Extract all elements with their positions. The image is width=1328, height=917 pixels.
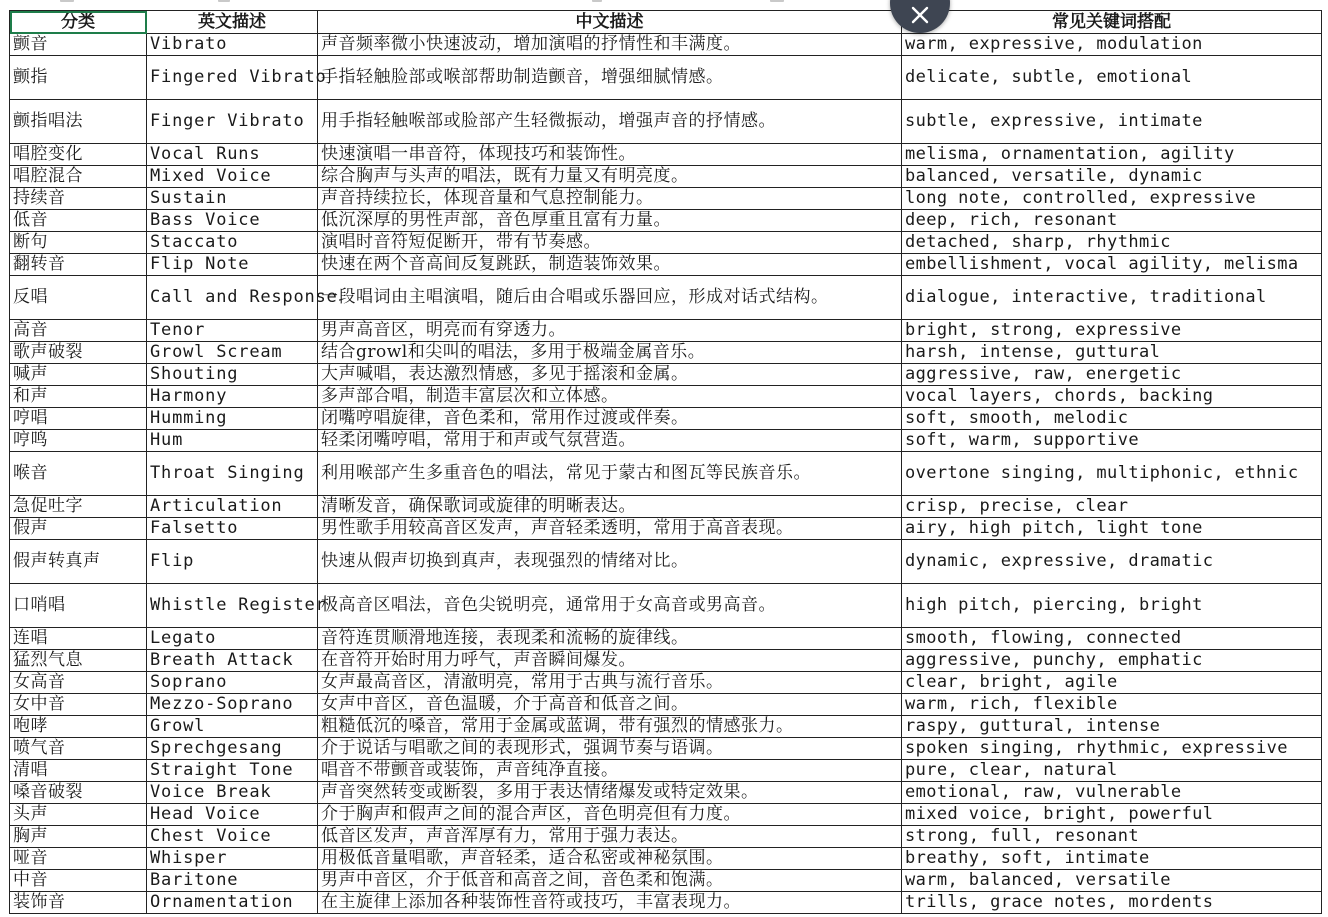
english-cell[interactable]: Vibrato — [147, 34, 318, 56]
english-cell[interactable]: Hum — [147, 430, 318, 452]
table-row — [10, 342, 1322, 364]
table-row — [10, 452, 1322, 496]
english-cell[interactable]: Articulation — [147, 496, 318, 518]
table-row — [10, 100, 1322, 144]
table-row — [10, 870, 1322, 892]
table-row — [10, 386, 1322, 408]
english-cell[interactable]: Tenor — [147, 320, 318, 342]
keywords-cell[interactable]: delicate, subtle, emotional — [902, 56, 1322, 100]
chinese-cell[interactable]: 用手指轻触喉部或脸部产生轻微振动，增强声音的抒情感。 — [318, 100, 902, 144]
category-cell[interactable]: 哼唱 — [10, 408, 147, 430]
chinese-cell[interactable]: 综合胸声与头声的唱法，既有力量又有明亮度。 — [318, 166, 902, 188]
category-cell[interactable]: 口哨唱 — [10, 584, 147, 628]
keywords-cell[interactable]: vocal layers, chords, backing — [902, 386, 1322, 408]
keywords-cell[interactable]: trills, grace notes, mordents — [902, 892, 1322, 914]
english-cell[interactable]: Growl — [147, 716, 318, 738]
keywords-cell[interactable]: harsh, intense, guttural — [902, 342, 1322, 364]
english-cell[interactable]: Legato — [147, 628, 318, 650]
english-cell[interactable]: Throat Singing — [147, 452, 318, 496]
keywords-cell[interactable]: raspy, guttural, intense — [902, 716, 1322, 738]
keywords-cell[interactable]: strong, full, resonant — [902, 826, 1322, 848]
keywords-cell[interactable]: warm, rich, flexible — [902, 694, 1322, 716]
keywords-cell[interactable]: melisma, ornamentation, agility — [902, 144, 1322, 166]
close-icon — [910, 5, 930, 25]
keywords-cell[interactable]: long note, controlled, expressive — [902, 188, 1322, 210]
table-row — [10, 760, 1322, 782]
chinese-cell[interactable]: 利用喉部产生多重音色的唱法，常见于蒙古和图瓦等民族音乐。 — [318, 452, 902, 496]
vocal-techniques-table — [9, 10, 1322, 914]
table-row — [10, 650, 1322, 672]
english-cell[interactable]: Baritone — [147, 870, 318, 892]
category-cell[interactable]: 颤指 — [10, 56, 147, 100]
english-cell[interactable]: Humming — [147, 408, 318, 430]
chinese-cell[interactable]: 男声中音区，介于低音和高音之间，音色柔和饱满。 — [318, 870, 902, 892]
english-cell[interactable]: Shouting — [147, 364, 318, 386]
category-cell[interactable]: 女中音 — [10, 694, 147, 716]
chinese-cell[interactable]: 演唱时音符短促断开，带有节奏感。 — [318, 232, 902, 254]
chinese-cell[interactable]: 轻柔闭嘴哼唱，常用于和声或气氛营造。 — [318, 430, 902, 452]
keywords-cell[interactable]: spoken singing, rhythmic, expressive — [902, 738, 1322, 760]
category-cell[interactable]: 急促吐字 — [10, 496, 147, 518]
chinese-cell[interactable]: 声音频率微小快速波动，增加演唱的抒情性和丰满度。 — [318, 34, 902, 56]
header-category-cell[interactable]: 分类 — [10, 11, 147, 34]
keywords-cell[interactable]: aggressive, raw, energetic — [902, 364, 1322, 386]
keywords-cell[interactable]: aggressive, punchy, emphatic — [902, 650, 1322, 672]
english-cell[interactable]: Mezzo-Soprano — [147, 694, 318, 716]
keywords-cell[interactable]: pure, clear, natural — [902, 760, 1322, 782]
english-cell[interactable]: Whisper — [147, 848, 318, 870]
english-cell[interactable]: Sprechgesang — [147, 738, 318, 760]
keywords-cell[interactable]: balanced, versatile, dynamic — [902, 166, 1322, 188]
category-cell[interactable]: 胸声 — [10, 826, 147, 848]
table-row — [10, 210, 1322, 232]
chinese-cell[interactable]: 结合growl和尖叫的唱法，多用于极端金属音乐。 — [318, 342, 902, 364]
chinese-cell[interactable]: 大声喊唱，表达激烈情感，多见于摇滚和金属。 — [318, 364, 902, 386]
chinese-cell[interactable]: 低音区发声，声音浑厚有力，常用于强力表达。 — [318, 826, 902, 848]
chinese-cell[interactable]: 极高音区唱法，音色尖锐明亮，通常用于女高音或男高音。 — [318, 584, 902, 628]
english-cell[interactable]: Staccato — [147, 232, 318, 254]
english-cell[interactable]: Breath Attack — [147, 650, 318, 672]
chinese-cell[interactable]: 介于胸声和假声之间的混合声区，音色明亮但有力度。 — [318, 804, 902, 826]
table-row — [10, 540, 1322, 584]
chinese-cell[interactable]: 快速在两个音高间反复跳跃，制造装饰效果。 — [318, 254, 902, 276]
keywords-cell[interactable]: dynamic, expressive, dramatic — [902, 540, 1322, 584]
table-row — [10, 738, 1322, 760]
category-cell[interactable]: 装饰音 — [10, 892, 147, 914]
keywords-cell[interactable]: mixed voice, bright, powerful — [902, 804, 1322, 826]
keywords-cell[interactable]: detached, sharp, rhythmic — [902, 232, 1322, 254]
header-chinese-cell[interactable]: 中文描述 — [318, 11, 902, 34]
chinese-cell[interactable]: 清晰发音，确保歌词或旋律的明晰表达。 — [318, 496, 902, 518]
chinese-cell[interactable]: 低沉深厚的男性声部，音色厚重且富有力量。 — [318, 210, 902, 232]
table-row — [10, 232, 1322, 254]
keywords-cell[interactable]: warm, balanced, versatile — [902, 870, 1322, 892]
table-row — [10, 628, 1322, 650]
category-cell[interactable]: 颤指唱法 — [10, 100, 147, 144]
english-cell[interactable]: Mixed Voice — [147, 166, 318, 188]
chinese-cell[interactable]: 唱音不带颤音或装饰，声音纯净直接。 — [318, 760, 902, 782]
category-cell[interactable]: 哼鸣 — [10, 430, 147, 452]
keywords-cell[interactable]: emotional, raw, vulnerable — [902, 782, 1322, 804]
english-cell[interactable]: Sustain — [147, 188, 318, 210]
chinese-cell[interactable]: 声音持续拉长，体现音量和气息控制能力。 — [318, 188, 902, 210]
keywords-cell[interactable]: clear, bright, agile — [902, 672, 1322, 694]
english-cell[interactable]: Falsetto — [147, 518, 318, 540]
english-cell[interactable]: Finger Vibrato — [147, 100, 318, 144]
chinese-cell[interactable]: 快速从假声切换到真声，表现强烈的情绪对比。 — [318, 540, 902, 584]
table-row — [10, 804, 1322, 826]
table-row — [10, 430, 1322, 452]
chinese-cell[interactable]: 介于说话与唱歌之间的表现形式，强调节奏与语调。 — [318, 738, 902, 760]
category-cell[interactable]: 哑音 — [10, 848, 147, 870]
english-cell[interactable]: Soprano — [147, 672, 318, 694]
category-cell[interactable]: 断句 — [10, 232, 147, 254]
category-cell[interactable]: 喷气音 — [10, 738, 147, 760]
chinese-cell[interactable]: 多声部合唱，制造丰富层次和立体感。 — [318, 386, 902, 408]
category-cell[interactable]: 持续音 — [10, 188, 147, 210]
english-cell[interactable]: Head Voice — [147, 804, 318, 826]
keywords-cell[interactable]: high pitch, piercing, bright — [902, 584, 1322, 628]
chinese-cell[interactable]: 用极低音量唱歌，声音轻柔，适合私密或神秘氛围。 — [318, 848, 902, 870]
keywords-cell[interactable]: deep, rich, resonant — [902, 210, 1322, 232]
chinese-cell[interactable]: 女声中音区，音色温暖，介于高音和低音之间。 — [318, 694, 902, 716]
chinese-cell[interactable]: 男声高音区，明亮而有穿透力。 — [318, 320, 902, 342]
category-cell[interactable]: 和声 — [10, 386, 147, 408]
category-cell[interactable]: 唱腔混合 — [10, 166, 147, 188]
english-cell[interactable]: Flip Note — [147, 254, 318, 276]
category-cell[interactable]: 头声 — [10, 804, 147, 826]
table-row — [10, 276, 1322, 320]
category-cell[interactable]: 喉音 — [10, 452, 147, 496]
category-cell[interactable]: 连唱 — [10, 628, 147, 650]
category-cell[interactable]: 假声 — [10, 518, 147, 540]
chinese-cell[interactable]: 闭嘴哼唱旋律，音色柔和，常用作过渡或伴奏。 — [318, 408, 902, 430]
english-cell[interactable]: Fingered Vibrato — [147, 56, 318, 100]
category-cell[interactable]: 低音 — [10, 210, 147, 232]
table-row — [10, 716, 1322, 738]
chinese-cell[interactable]: 女声最高音区，清澈明亮，常用于古典与流行音乐。 — [318, 672, 902, 694]
keywords-cell[interactable]: dialogue, interactive, traditional — [902, 276, 1322, 320]
table-row — [10, 254, 1322, 276]
category-cell[interactable]: 喊声 — [10, 364, 147, 386]
english-cell[interactable]: Chest Voice — [147, 826, 318, 848]
table-row — [10, 56, 1322, 100]
category-cell[interactable]: 女高音 — [10, 672, 147, 694]
table-row — [10, 320, 1322, 342]
keywords-cell[interactable]: crisp, precise, clear — [902, 496, 1322, 518]
category-cell[interactable]: 翻转音 — [10, 254, 147, 276]
keywords-cell[interactable]: airy, high pitch, light tone — [902, 518, 1322, 540]
english-cell[interactable]: Flip — [147, 540, 318, 584]
header-keywords-cell[interactable]: 常见关键词搭配 — [902, 11, 1322, 34]
table-row — [10, 364, 1322, 386]
category-cell[interactable]: 歌声破裂 — [10, 342, 147, 364]
chinese-cell[interactable]: 音符连贯顺滑地连接，表现柔和流畅的旋律线。 — [318, 628, 902, 650]
keywords-cell[interactable]: breathy, soft, intimate — [902, 848, 1322, 870]
keywords-cell[interactable]: bright, strong, expressive — [902, 320, 1322, 342]
chinese-cell[interactable]: 一段唱词由主唱演唱，随后由合唱或乐器回应，形成对话式结构。 — [318, 276, 902, 320]
category-cell[interactable]: 唱腔变化 — [10, 144, 147, 166]
table-row — [10, 144, 1322, 166]
header-row — [10, 11, 1322, 34]
table-row — [10, 584, 1322, 628]
table-row — [10, 34, 1322, 56]
english-cell[interactable]: Call and Response — [147, 276, 318, 320]
chinese-cell[interactable]: 声音突然转变或断裂，多用于表达情绪爆发或特定效果。 — [318, 782, 902, 804]
category-cell[interactable]: 清唱 — [10, 760, 147, 782]
category-cell[interactable]: 嗓音破裂 — [10, 782, 147, 804]
keywords-cell[interactable]: smooth, flowing, connected — [902, 628, 1322, 650]
table-row — [10, 694, 1322, 716]
table-row — [10, 672, 1322, 694]
english-cell[interactable]: Growl Scream — [147, 342, 318, 364]
english-cell[interactable]: Vocal Runs — [147, 144, 318, 166]
english-cell[interactable]: Bass Voice — [147, 210, 318, 232]
table-row — [10, 518, 1322, 540]
table-row — [10, 166, 1322, 188]
toolbar-remnant — [0, 0, 1328, 10]
chinese-cell[interactable]: 在音符开始时用力呼气，声音瞬间爆发。 — [318, 650, 902, 672]
category-cell[interactable]: 咆哮 — [10, 716, 147, 738]
keywords-cell[interactable]: embellishment, vocal agility, melisma — [902, 254, 1322, 276]
table-row — [10, 408, 1322, 430]
chinese-cell[interactable]: 粗糙低沉的嗓音，常用于金属或蓝调，带有强烈的情感张力。 — [318, 716, 902, 738]
keywords-cell[interactable]: warm, expressive, modulation — [902, 34, 1322, 56]
chinese-cell[interactable]: 男性歌手用较高音区发声，声音轻柔透明，常用于高音表现。 — [318, 518, 902, 540]
english-cell[interactable]: Voice Break — [147, 782, 318, 804]
english-cell[interactable]: Ornamentation — [147, 892, 318, 914]
table-row — [10, 782, 1322, 804]
category-cell[interactable]: 猛烈气息 — [10, 650, 147, 672]
category-cell[interactable]: 中音 — [10, 870, 147, 892]
english-cell[interactable]: Whistle Register — [147, 584, 318, 628]
english-cell[interactable]: Straight Tone — [147, 760, 318, 782]
keywords-cell[interactable]: overtone singing, multiphonic, ethnic — [902, 452, 1322, 496]
table-row — [10, 188, 1322, 210]
category-cell[interactable]: 颤音 — [10, 34, 147, 56]
keywords-cell[interactable]: subtle, expressive, intimate — [902, 100, 1322, 144]
category-cell[interactable]: 假声转真声 — [10, 540, 147, 584]
chinese-cell[interactable]: 手指轻触脸部或喉部帮助制造颤音，增强细腻情感。 — [318, 56, 902, 100]
header-english-cell[interactable]: 英文描述 — [147, 11, 318, 34]
table-row — [10, 496, 1322, 518]
table-row — [10, 826, 1322, 848]
chinese-cell[interactable]: 在主旋律上添加各种装饰性音符或技巧，丰富表现力。 — [318, 892, 902, 914]
chinese-cell[interactable]: 快速演唱一串音符，体现技巧和装饰性。 — [318, 144, 902, 166]
keywords-cell[interactable]: soft, warm, supportive — [902, 430, 1322, 452]
english-cell[interactable]: Harmony — [147, 386, 318, 408]
table-row — [10, 848, 1322, 870]
table-row — [10, 892, 1322, 914]
category-cell[interactable]: 高音 — [10, 320, 147, 342]
keywords-cell[interactable]: soft, smooth, melodic — [902, 408, 1322, 430]
category-cell[interactable]: 反唱 — [10, 276, 147, 320]
